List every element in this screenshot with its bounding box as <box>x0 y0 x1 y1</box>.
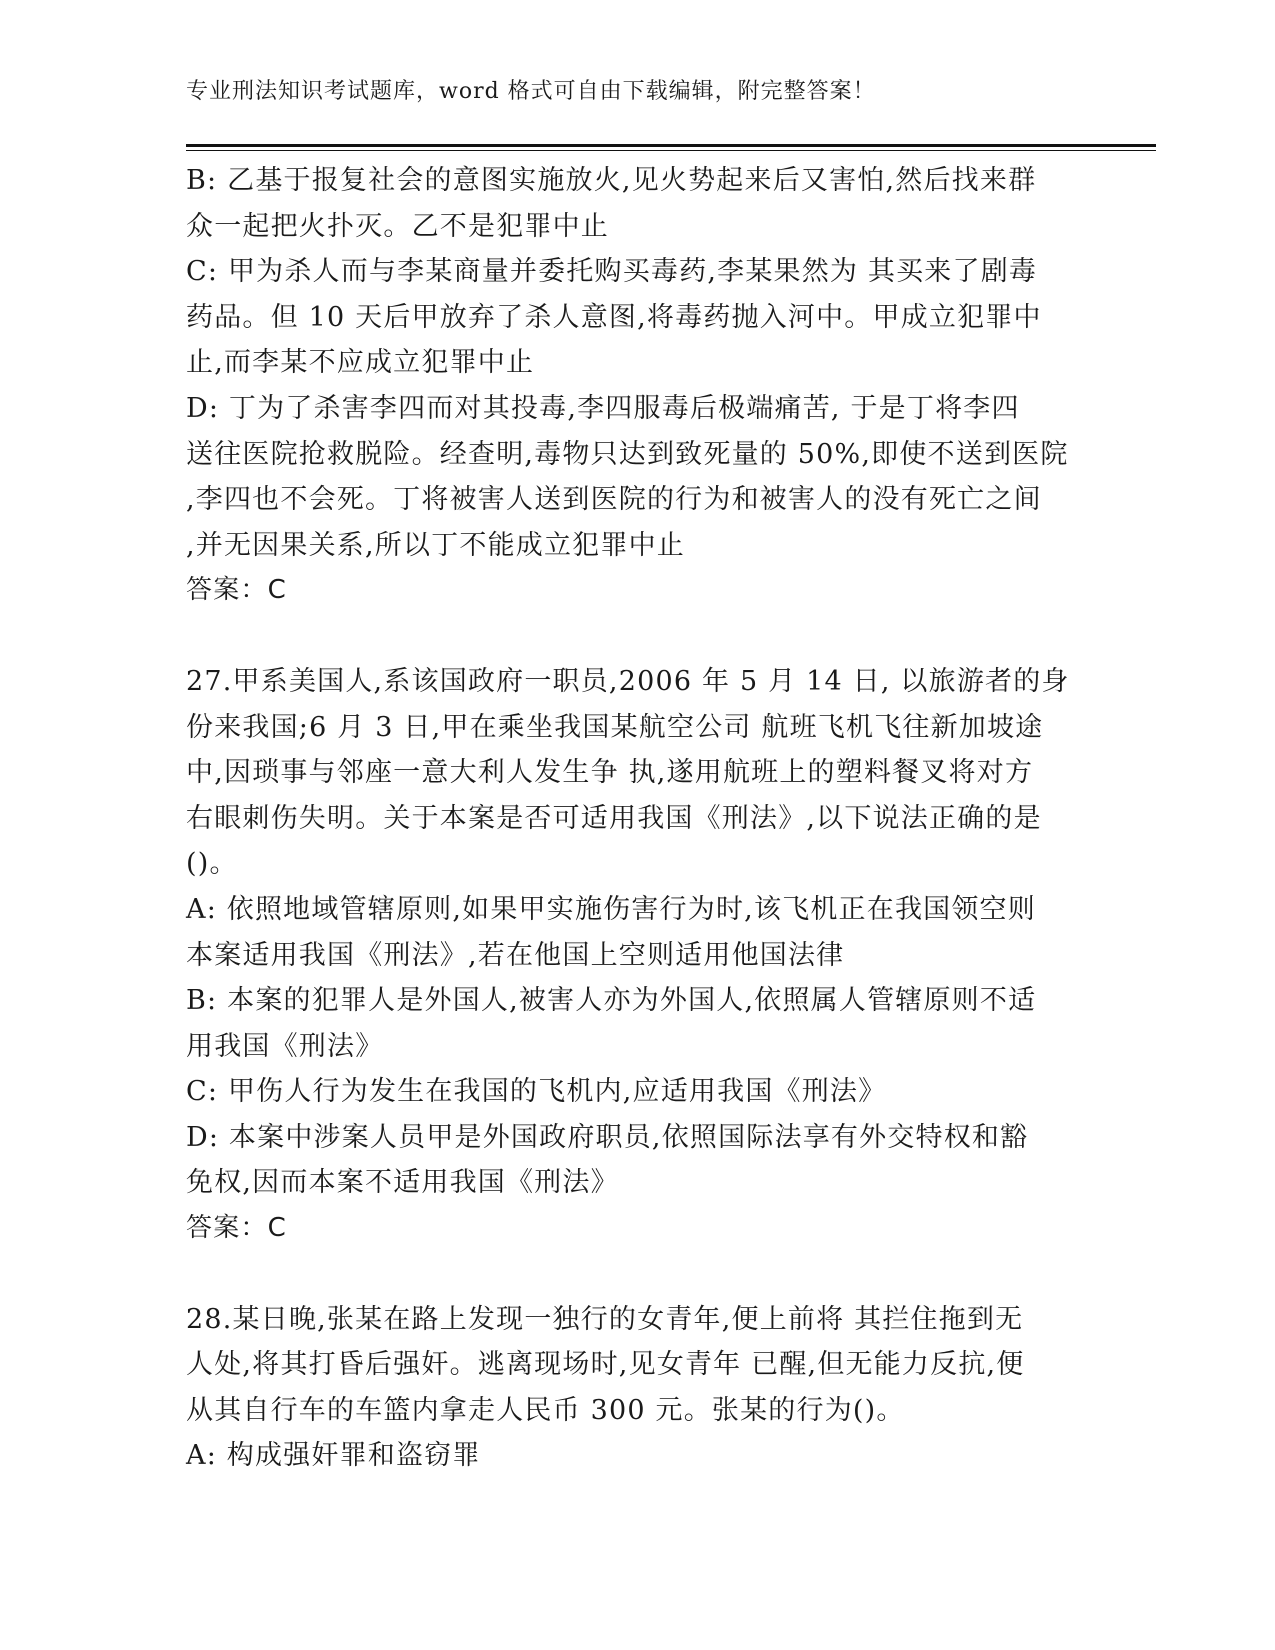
page-header: 专业刑法知识考试题库，word 格式可自由下载编辑，附完整答案！ <box>186 79 876 104</box>
option-line: 免权,因而本案不适用我国《刑法》 <box>186 1167 619 1199</box>
answer-line: 答案：C <box>186 1213 287 1244</box>
option-line: B: 乙基于报复社会的意图实施放火,见火势起来后又害怕,然后找来群 <box>186 165 1037 196</box>
option-line: C: 甲为杀人而与李某商量并委托购买毒药,李某果然为 其买来了剧毒 <box>186 256 1038 288</box>
question-block-26 <box>186 158 1086 614</box>
option-line: B: 本案的犯罪人是外国人,被害人亦为外国人,依照属人管辖原则不适 <box>186 985 1037 1017</box>
option-line: A: 依照地域管辖原则,如果甲实施伤害行为时,该飞机正在我国领空则 <box>186 893 1036 925</box>
option-line: 众一起把火扑灭。乙不是犯罪中止 <box>186 210 609 242</box>
spacer <box>186 1252 1086 1297</box>
option-line: 药品。但 10 天后甲放弃了杀人意图,将毒药抛入河中。甲成立犯罪中 <box>186 301 1042 333</box>
question-line: 中,因琐事与邻座一意大利人发生争 执,遂用航班上的塑料餐叉将对方 <box>186 757 1034 789</box>
answer-line: 答案：C <box>186 575 287 606</box>
option-line: A: 构成强奸罪和盗窃罪 <box>186 1440 481 1472</box>
question-line: 右眼刺伤失明。关于本案是否可适用我国《刑法》,以下说法正确的是 <box>186 802 1042 834</box>
option-line: 本案适用我国《刑法》,若在他国上空则适用他国法律 <box>186 939 845 971</box>
option-line: ,李四也不会死。丁将被害人送到医院的行为和被害人的没有死亡之间 <box>186 484 1042 516</box>
question-block-27 <box>186 659 1086 1252</box>
question-line: 28.某日晚,张某在路上发现一独行的女青年,便上前将 其拦住拖到无 <box>186 1303 1024 1335</box>
question-line: ()。 <box>186 848 238 880</box>
header-rule-thin <box>186 150 1156 151</box>
option-line: D: 丁为了杀害李四而对其投毒,李四服毒后极端痛苦, 于是丁将李四 <box>186 392 1020 424</box>
option-line: 止,而李某不应成立犯罪中止 <box>186 347 535 379</box>
document-body <box>186 158 1086 1479</box>
header-rule-thick <box>186 144 1156 147</box>
question-line: 从其自行车的车篮内拿走人民币 300 元。张某的行为()。 <box>186 1394 905 1426</box>
question-line: 份来我国;6 月 3 日,甲在乘坐我国某航空公司 航班飞机飞往新加坡途 <box>186 711 1044 743</box>
option-line: ,并无因果关系,所以丁不能成立犯罪中止 <box>186 529 685 561</box>
question-block-28 <box>186 1297 1086 1479</box>
spacer <box>186 614 1086 659</box>
question-line: 27.甲系美国人,系该国政府一职员,2006 年 5 月 14 日, 以旅游者的身 <box>186 665 1070 697</box>
question-line: 人处,将其打昏后强奸。逃离现场时,见女青年 已醒,但无能力反抗,便 <box>186 1349 1025 1381</box>
option-line: 送往医院抢救脱险。经查明,毒物只达到致死量的 50%,即使不送到医院 <box>186 438 1069 470</box>
option-line: 用我国《刑法》 <box>186 1030 384 1062</box>
option-line: D: 本案中涉案人员甲是外国政府职员,依照国际法享有外交特权和豁 <box>186 1121 1029 1153</box>
option-line: C: 甲伤人行为发生在我国的飞机内,应适用我国《刑法》 <box>186 1076 887 1108</box>
